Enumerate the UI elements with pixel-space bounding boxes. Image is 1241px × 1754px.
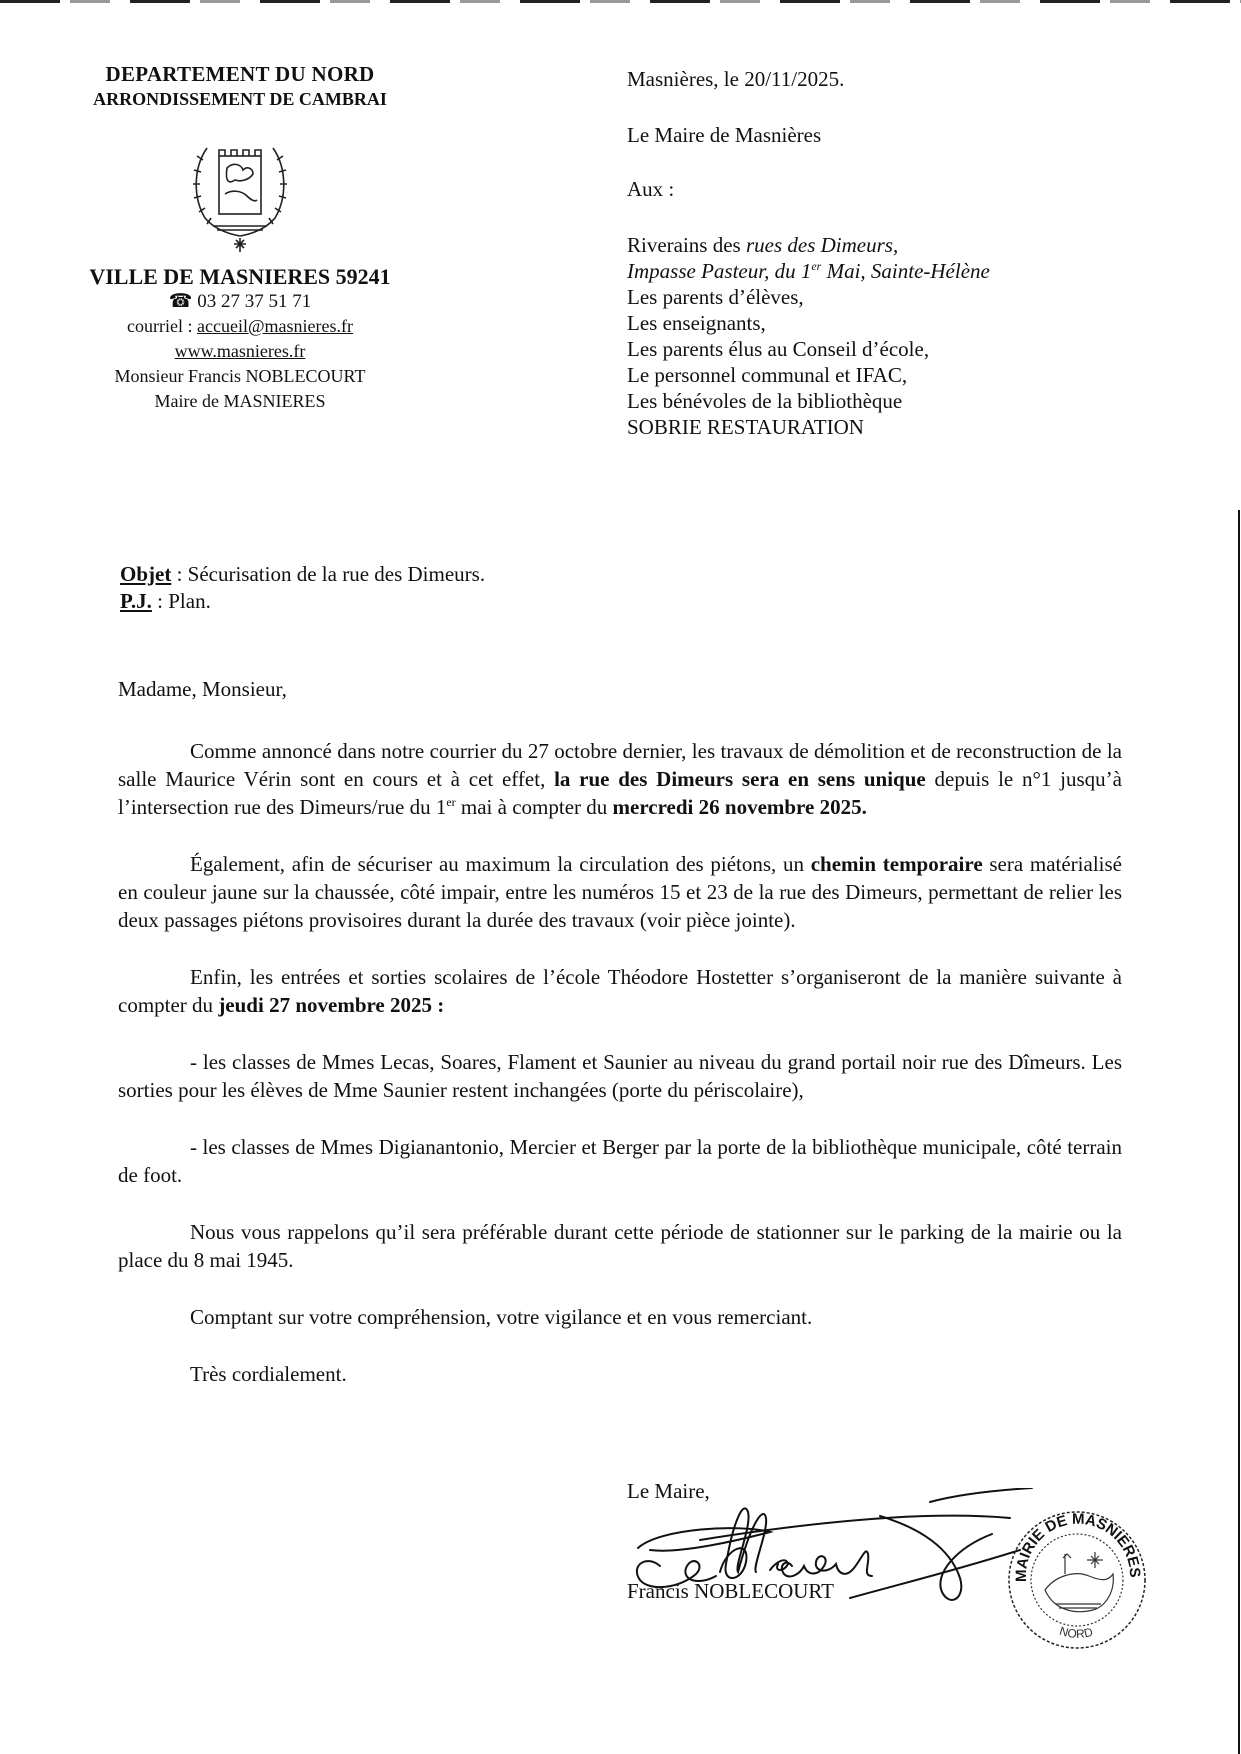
paragraph: Nous vous rappelons qu’il sera préférable durant cette période de stationner sur le parking de la mairie ou la place du 8 mai 1945. bbox=[118, 1220, 1122, 1272]
recipient-streets-b: Mai, Sainte-Hélène bbox=[821, 259, 990, 283]
object-label: Objet bbox=[120, 562, 172, 586]
recipient-line bbox=[627, 232, 1187, 258]
list-item: - les classes de Mmes Lecas, Soares, Flament et Saunier au niveau du grand portail noir rue des Dîmeurs. Les sorties pour les élèves de Mme Saunier restent inchangées (porte du périscolaire), bbox=[118, 1050, 1122, 1102]
text: Également, afin de sécuriser au maximum la circulation des piétons, un bbox=[190, 852, 811, 876]
recipient-prefix: Riverains des bbox=[627, 233, 746, 257]
list-item: - les classes de Mmes Digianantonio, Mercier et Berger par la porte de la bibliothèque municipale, côté terrain de foot. bbox=[118, 1135, 1122, 1187]
attachment-line bbox=[120, 588, 485, 615]
text: sera matérialisé en couleur jaune sur la chaussée, côté impair, entre les numéros 15 et 23 de la rue des Dimeurs, permettant de relier les deux passages piétons provisoires durant la durée des travaux (voir pièce jointe). bbox=[118, 852, 1122, 932]
mayor-title: Maire de MASNIERES bbox=[154, 391, 326, 411]
svg-text:MAIRIE DE MASNIERES bbox=[1013, 1511, 1143, 1582]
attachment-text: : Plan. bbox=[151, 589, 211, 613]
recipient-line: Les bénévoles de la bibliothèque bbox=[627, 389, 903, 413]
recipient-line: Les parents élus au Conseil d’école, bbox=[627, 337, 930, 361]
mayor-name: Monsieur Francis NOBLECOURT bbox=[114, 366, 366, 386]
phone-number: 03 27 37 51 71 bbox=[197, 291, 312, 312]
salutation: Madame, Monsieur, bbox=[118, 677, 287, 701]
stamp-text-bottom: NORD bbox=[1057, 1623, 1095, 1641]
paragraph bbox=[118, 963, 1122, 1019]
letter-date: Masnières, le 20/11/2025. bbox=[627, 67, 845, 91]
arrondissement: ARRONDISSEMENT DE CAMBRAI bbox=[93, 89, 387, 109]
signatory-name: Francis NOBLECOURT bbox=[627, 1579, 834, 1603]
recipient-streets: rues des Dimeurs, bbox=[745, 233, 899, 257]
recipient-line: Les parents d’élèves, bbox=[627, 285, 804, 309]
email-link[interactable]: accueil@masnieres.fr bbox=[196, 316, 353, 336]
superscript: er bbox=[446, 795, 456, 809]
email-label: courriel : bbox=[127, 316, 197, 336]
recipient-line bbox=[627, 258, 1187, 284]
recipients-label: Aux : bbox=[627, 177, 675, 201]
letter-body bbox=[118, 675, 1122, 1388]
sender: Le Maire de Masnières bbox=[627, 123, 822, 147]
signatory-title: Le Maire, bbox=[627, 1479, 710, 1503]
telephone-icon: ☎ bbox=[168, 291, 193, 312]
paragraph bbox=[118, 850, 1122, 934]
superscript: er bbox=[811, 259, 822, 273]
paragraph: Comptant sur votre compréhension, votre vigilance et en vous remerciant. bbox=[190, 1305, 813, 1329]
scan-edge-right bbox=[1238, 510, 1240, 1754]
object-text: : Sécurisation de la rue des Dimeurs. bbox=[171, 562, 486, 586]
stamp-text-top: MAIRIE DE MASNIERES bbox=[1012, 1510, 1144, 1583]
recipient-line: Le personnel communal et IFAC, bbox=[627, 363, 908, 387]
city-name: VILLE DE MASNIERES 59241 bbox=[89, 264, 391, 289]
paragraph bbox=[118, 737, 1122, 821]
bold-text: chemin temporaire bbox=[810, 852, 983, 876]
website-link[interactable]: www.masnieres.fr bbox=[174, 341, 306, 361]
bold-text: jeudi 27 novembre 2025 : bbox=[218, 993, 445, 1017]
closing: Très cordialement. bbox=[190, 1362, 347, 1386]
recipient-line: SOBRIE RESTAURATION bbox=[627, 415, 864, 439]
letterhead bbox=[60, 62, 420, 414]
text: depuis le n°1 jusqu’à l’intersection rue des Dimeurs/rue du 1 bbox=[118, 767, 1122, 819]
scan-edge-top bbox=[0, 0, 1241, 3]
bold-text: mercredi 26 novembre 2025. bbox=[612, 795, 867, 819]
official-stamp bbox=[1005, 1508, 1150, 1653]
subject-block bbox=[120, 561, 485, 615]
text: Comme annoncé dans notre courrier du 27 octobre dernier, les travaux de démolition et de reconstruction de la salle Maurice Vérin sont en cours et à cet effet, bbox=[118, 739, 1122, 791]
recipient-streets-a: Impasse Pasteur, du 1 bbox=[627, 259, 812, 283]
bold-text: la rue des Dimeurs sera en sens unique bbox=[554, 767, 926, 791]
object-line bbox=[120, 561, 485, 588]
handwritten-signature bbox=[620, 1488, 1040, 1608]
recipient-line: Les enseignants, bbox=[627, 311, 766, 335]
text: Enfin, les entrées et sorties scolaires de l’école Théodore Hostetter s’organiseront de la manière suivante à compter du bbox=[118, 965, 1122, 1017]
coat-of-arms-icon bbox=[185, 138, 295, 258]
text: mai à compter du bbox=[455, 795, 613, 819]
letter-header bbox=[627, 66, 1187, 440]
attachment-label: P.J. bbox=[120, 589, 152, 613]
phone-line bbox=[60, 289, 420, 314]
department: DEPARTEMENT DU NORD bbox=[105, 62, 375, 86]
email-line bbox=[60, 314, 420, 339]
